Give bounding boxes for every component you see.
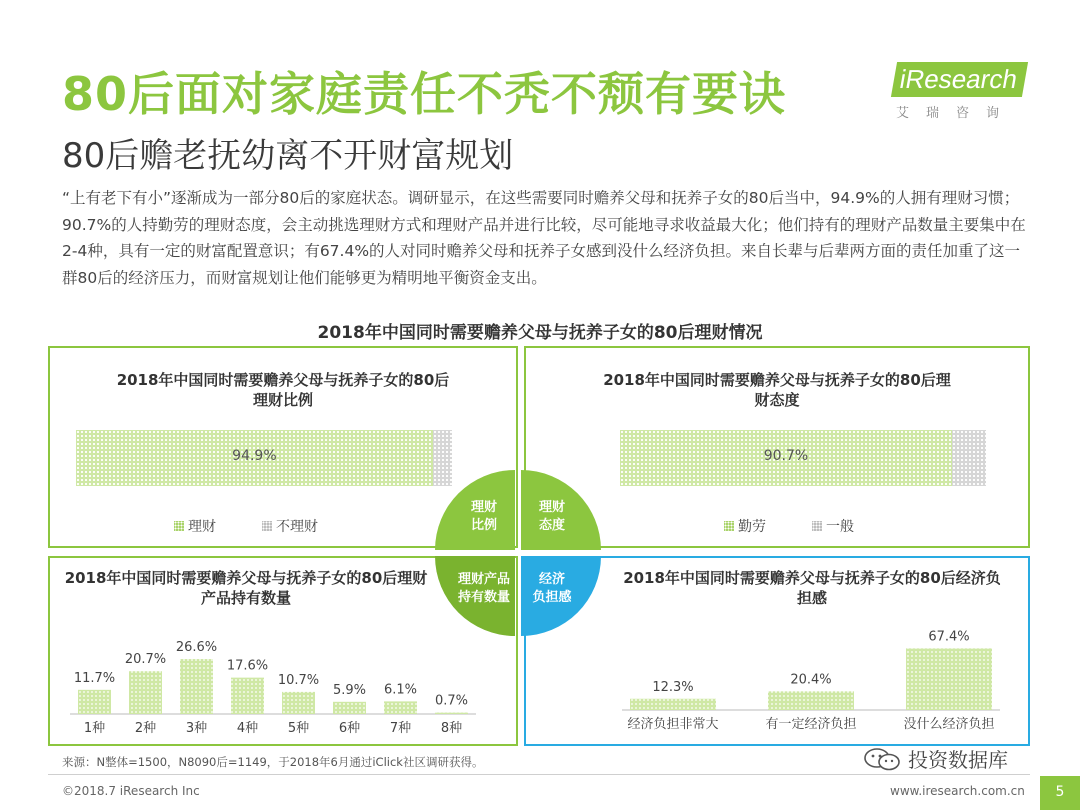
legend-label: 不理财 — [276, 519, 318, 535]
page-subtitle: 80后赡老抚幼离不开财富规划 — [62, 136, 514, 176]
data-label: 5.9% — [332, 682, 367, 698]
data-label: 11.7% — [73, 670, 116, 686]
tick-label: 6种 — [338, 721, 361, 736]
chart-title-finance-ratio: 2018年中国同时需要赡养父母与抚养子女的80后理财比例 — [116, 371, 450, 409]
quadrant-economic-burden — [521, 556, 601, 636]
legend-label: 勤劳 — [738, 519, 766, 535]
bar-5种 — [282, 692, 315, 714]
data-label: 20.7% — [124, 652, 167, 668]
quadrant-label: 理财 态度 — [538, 500, 565, 533]
quadrant-label: 经济 负担感 — [532, 572, 572, 605]
bar-6种 — [333, 702, 366, 714]
stacked-bar-finance-ratio — [76, 430, 452, 486]
data-label: 0.7% — [434, 693, 469, 709]
center-circle — [435, 470, 605, 640]
wechat-icon — [862, 746, 902, 772]
tick-label: 有一定经济负担 — [765, 717, 857, 732]
data-label: 94.9% — [232, 448, 277, 464]
section-title: 2018年中国同时需要赡养父母与抚养子女的80后理财情况 — [317, 323, 763, 343]
bar-有一定经济负担 — [768, 691, 854, 710]
tick-label: 2种 — [134, 721, 157, 736]
legend-swatch-icon — [262, 521, 272, 531]
legend-item — [262, 516, 318, 536]
bar-segment-diligent — [620, 430, 952, 486]
tick-label: 1种 — [83, 721, 106, 736]
legend-swatch-icon — [174, 521, 184, 531]
wechat-watermark — [862, 744, 1008, 773]
legend-item — [174, 516, 216, 536]
bar-4种 — [231, 678, 264, 714]
data-label: 67.4% — [928, 629, 970, 645]
source-note: 来源：N整体=1500，N8090后=1149，于2018年6月通过iClick社区调研获得。 — [62, 755, 484, 769]
website-link[interactable]: www.iresearch.com.cn — [890, 784, 1025, 798]
quadrant-product-count — [435, 556, 515, 636]
data-label: 20.4% — [790, 672, 832, 688]
footer-divider — [48, 774, 1030, 775]
legend-finance-ratio — [174, 516, 318, 536]
data-label: 17.6% — [226, 658, 269, 674]
data-label: 6.1% — [383, 682, 418, 698]
data-label: 10.7% — [277, 672, 320, 688]
intro-paragraph: “上有老下有小”逐渐成为一部分80后的家庭状态。调研显示，在这些需要同时赡养父母和抚养子女的80后当中，94.9%的人拥有理财习惯；90.7%的人持勤劳的理财态度，会主动挑选理财方式和理财产品并进行比较，尽可能地寻求收益最大化；他们持有的理财产品数量主要集中在2-4种，具有一定的财富配置意识；有67.4%的人对同时赡养父母和抚养子女感到没什么经济负担。来自长辈与后辈两方面的责任加重了这一群80后的经济压力，而财富规划让他们能够更为精明地平衡资金支出。 — [62, 189, 1026, 287]
tick-label: 8种 — [440, 721, 463, 736]
legend-label: 一般 — [826, 519, 854, 535]
bar-没什么经济负担 — [906, 648, 992, 710]
page-number: 5 — [1040, 776, 1080, 810]
data-label: 12.3% — [652, 679, 694, 695]
quadrant-label: 理财产品 持有数量 — [457, 572, 510, 605]
chart-title-economic-burden: 2018年中国同时需要赡养父母与抚养子女的80后经济负担感 — [623, 569, 1001, 607]
iresearch-logo — [876, 58, 1046, 128]
tick-label: 5种 — [287, 721, 310, 736]
logo-cn: 艾瑞咨询 — [896, 106, 1017, 121]
quadrant-label: 理财 比例 — [470, 500, 497, 533]
tick-label: 3种 — [185, 721, 208, 736]
watermark-text: 投资数据库 — [908, 748, 1008, 772]
bar-segment-finance — [76, 430, 433, 486]
legend-finance-attitude — [724, 516, 854, 536]
legend-swatch-icon — [812, 521, 822, 531]
legend-item — [724, 516, 766, 536]
bar-3种 — [180, 659, 213, 714]
bar-1种 — [78, 690, 111, 714]
legend-label: 理财 — [188, 519, 216, 535]
page-title: 80后面对家庭责任不秃不颓有要诀 — [62, 67, 787, 121]
data-label: 26.6% — [175, 640, 218, 656]
legend-item — [812, 516, 854, 536]
quadrant-finance-attitude — [521, 470, 601, 550]
tick-label: 没什么经济负担 — [903, 717, 995, 732]
quadrant-finance-ratio — [435, 470, 515, 550]
data-label: 90.7% — [763, 448, 809, 464]
bar-segment-normal — [952, 430, 986, 486]
copyright: ©2018.7 iResearch Inc — [62, 784, 200, 798]
legend-swatch-icon — [724, 521, 734, 531]
bar-8种 — [435, 713, 468, 714]
logo-word: iResearch — [891, 62, 1028, 97]
tick-label: 经济负担非常大 — [627, 717, 719, 732]
chart-title-finance-attitude: 2018年中国同时需要赡养父母与抚养子女的80后理财态度 — [603, 371, 951, 409]
stacked-bar-finance-attitude — [620, 430, 986, 486]
bar-2种 — [129, 671, 162, 714]
bar-经济负担非常大 — [630, 699, 716, 710]
tick-label: 4种 — [236, 721, 259, 736]
bar-7种 — [384, 701, 417, 714]
tick-label: 7种 — [389, 721, 412, 736]
chart-title-product-count: 2018年中国同时需要赡养父母与抚养子女的80后理财产品持有数量 — [64, 569, 428, 607]
